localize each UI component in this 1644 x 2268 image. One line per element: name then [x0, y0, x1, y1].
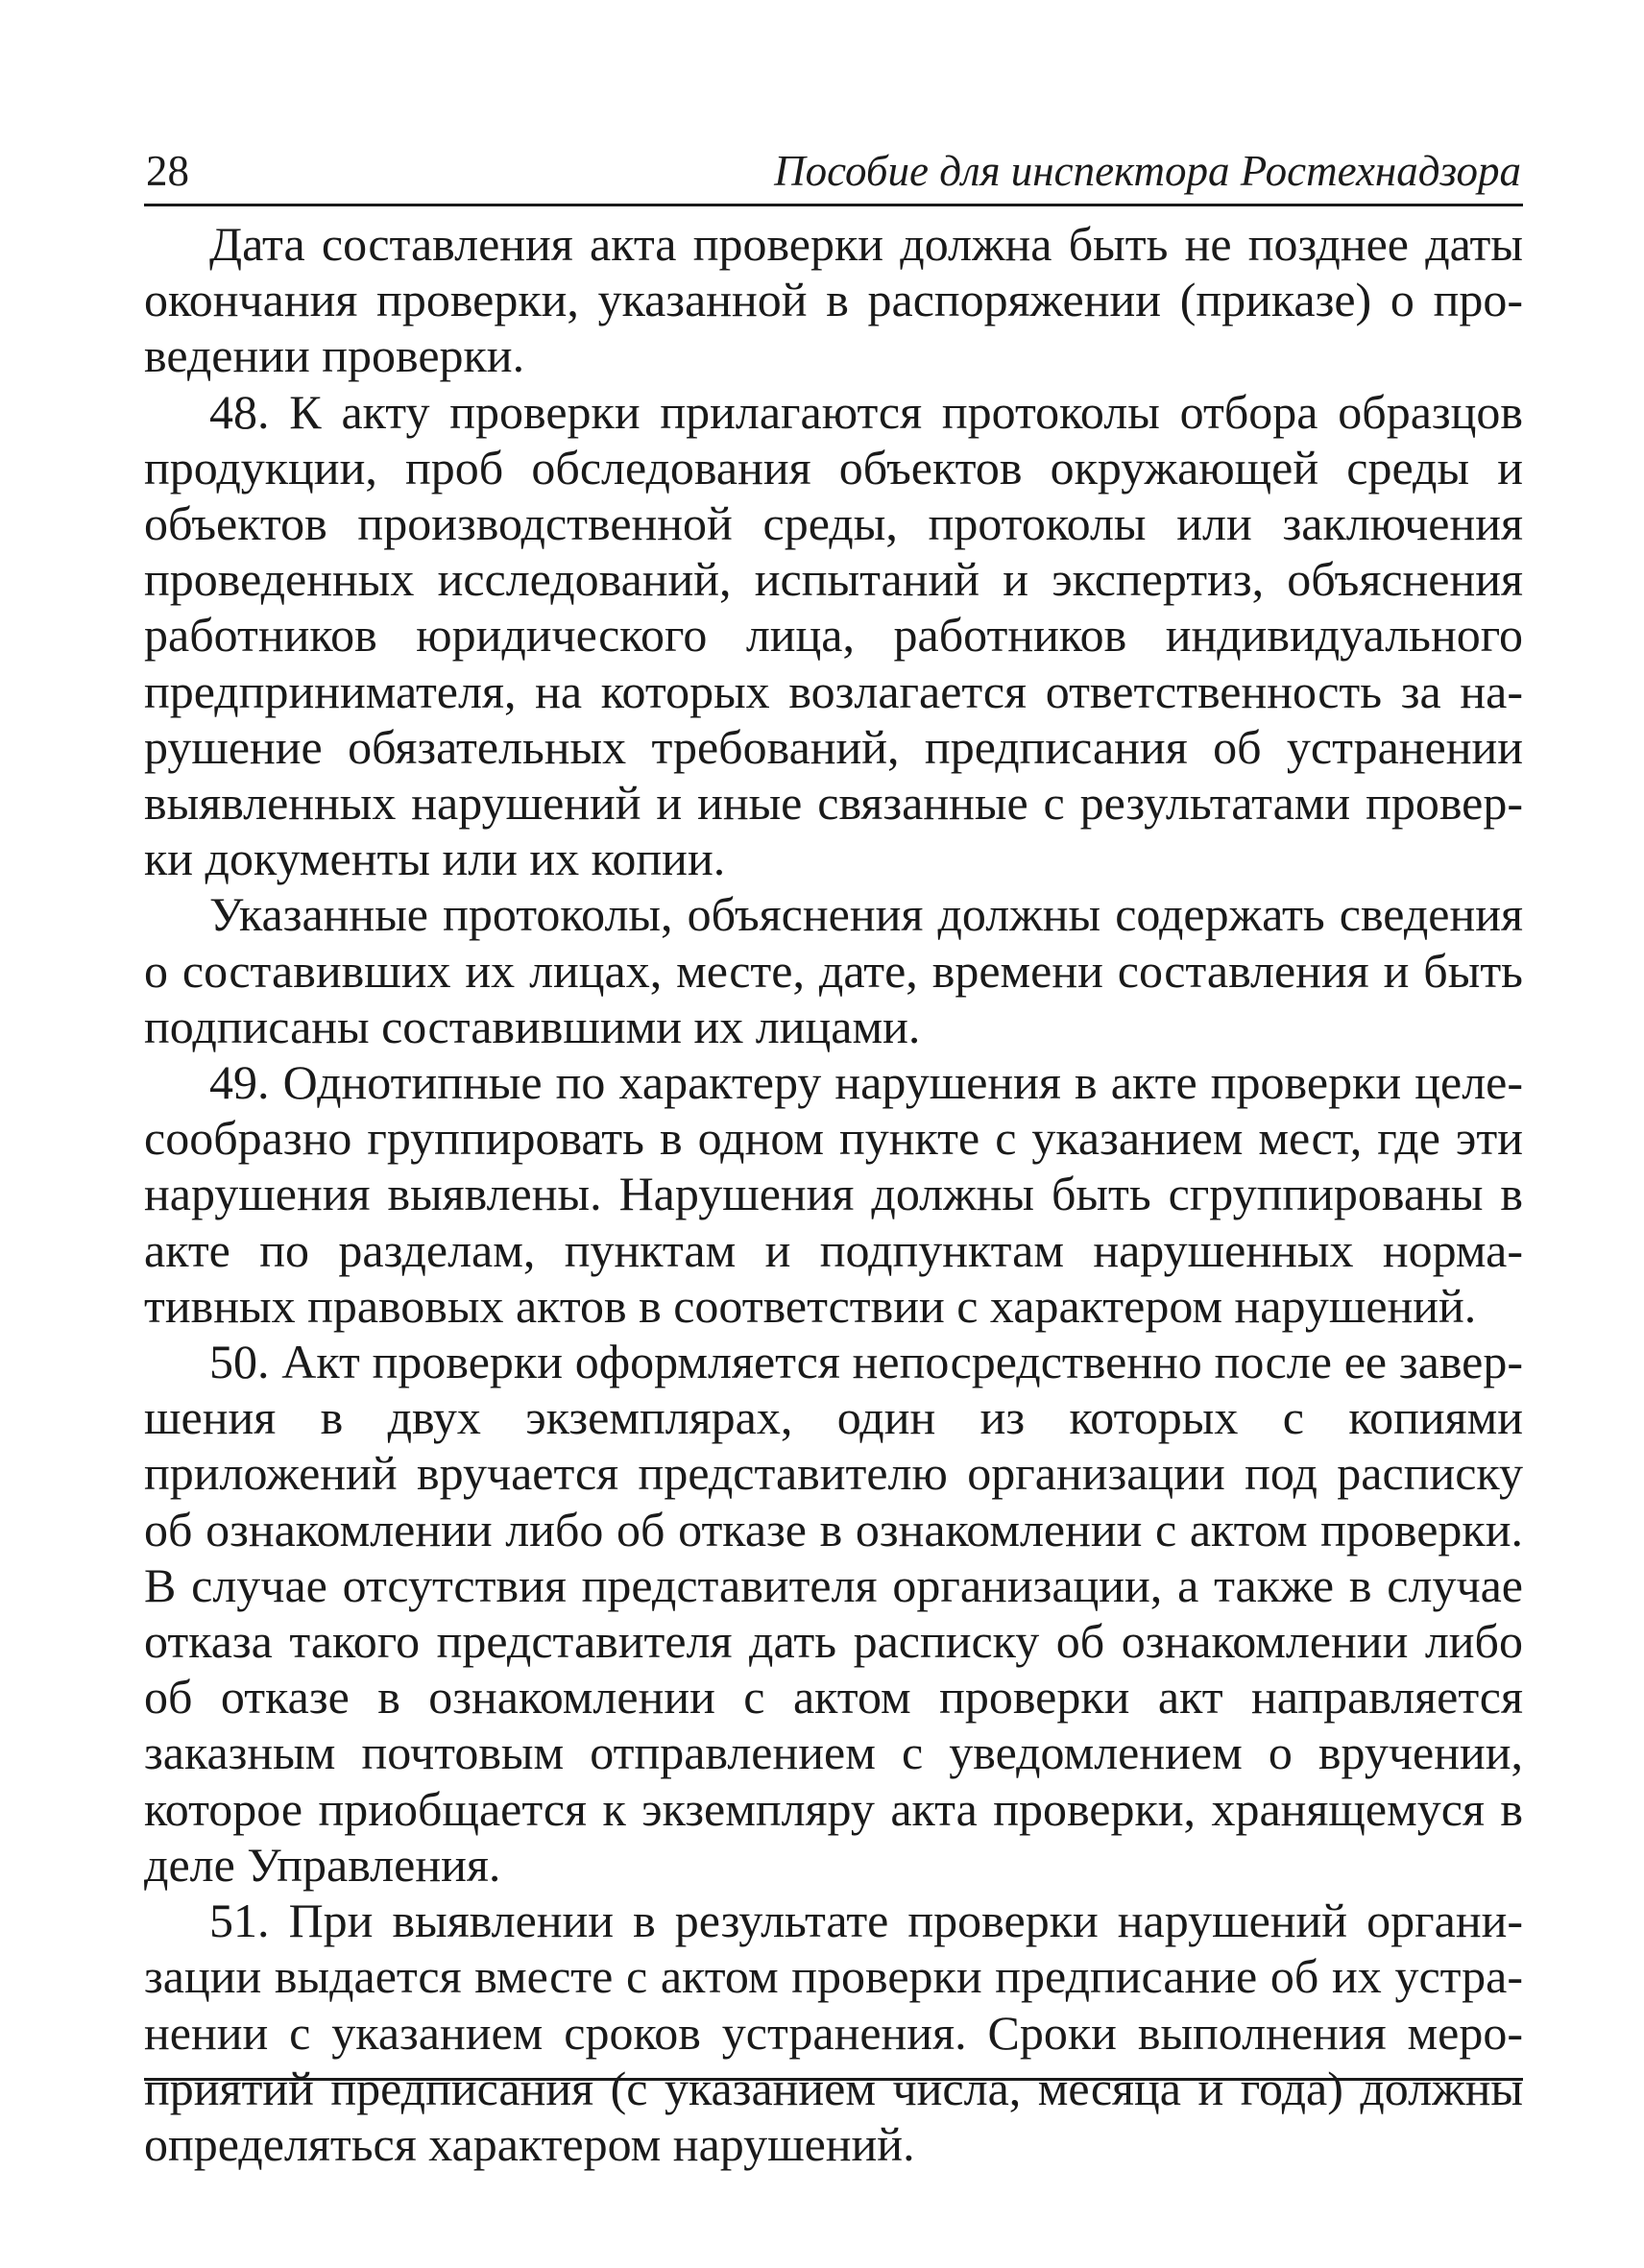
- paragraph-48: 48. К акту проверки прилагаются протоколы отбора образцов продукции, проб обследования объектов окружающей среды и объектов производственной среды, протоколы или заключения проведенных исследований, испытаний и экспертиз, объяснения работников юридического лица, работников индивидуального предпринимателя, на которых возлагается ответственность за нарушение обязательных требований, предписания об устранении выявленных нарушений и иные связанные с результатами проверки документы или их копии.: [144, 384, 1523, 886]
- paragraph-51: 51. При выявлении в результате проверки нарушений организации выдается вместе с актом проверки предписание об их устранении с указанием сроков устранения. Сроки выполнения мероприятий предписания (с указанием числа, месяца и года) должны определяться характером нарушений.: [144, 1894, 1523, 2171]
- paragraph-protocols-content: Указанные протоколы, объяснения должны содержать сведения о составивших их лицах, месте, дате, времени составления и быть подписаны составившими их лицами.: [144, 887, 1523, 1053]
- paragraph-50: 50. Акт проверки оформляется непосредственно после ее завершения в двух экземплярах, один из которых с копиями приложений вручается представителю организации под расписку об ознакомлении либо об отказе в ознакомлении с актом проверки. В случае отсутствия представителя организации, а также в случае отказа такого представителя дать расписку об ознакомлении либо об отказе в ознакомлении с актом проверки акт направляется заказным почтовым отправлением с уведомлением о вручении, которое приобщается к экземпляру акта проверки, хранящемуся в деле Управления.: [144, 1335, 1523, 1892]
- body-text: [144, 216, 1523, 2172]
- footer-rule: [144, 2078, 1523, 2081]
- page-number: 28: [146, 147, 189, 195]
- running-header: [144, 144, 1523, 206]
- paragraph-date-of-act: Дата составления акта проверки должна быть не позднее даты окончания проверки, указанной в распоряжении (приказе) о проведении проверки.: [144, 217, 1523, 383]
- running-title: Пособие для инспектора Ростехнадзора: [774, 147, 1521, 195]
- paragraph-49: 49. Однотипные по характеру нарушения в акте проверки целесообразно группировать в одном пункте с указанием мест, где эти нарушения выявлены. Нарушения должны быть сгруппированы в акте по разделам, пунктам и подпунктам нарушенных нормативных правовых актов в соответствии с характером нарушений.: [144, 1055, 1523, 1333]
- book-page: [144, 144, 1523, 2171]
